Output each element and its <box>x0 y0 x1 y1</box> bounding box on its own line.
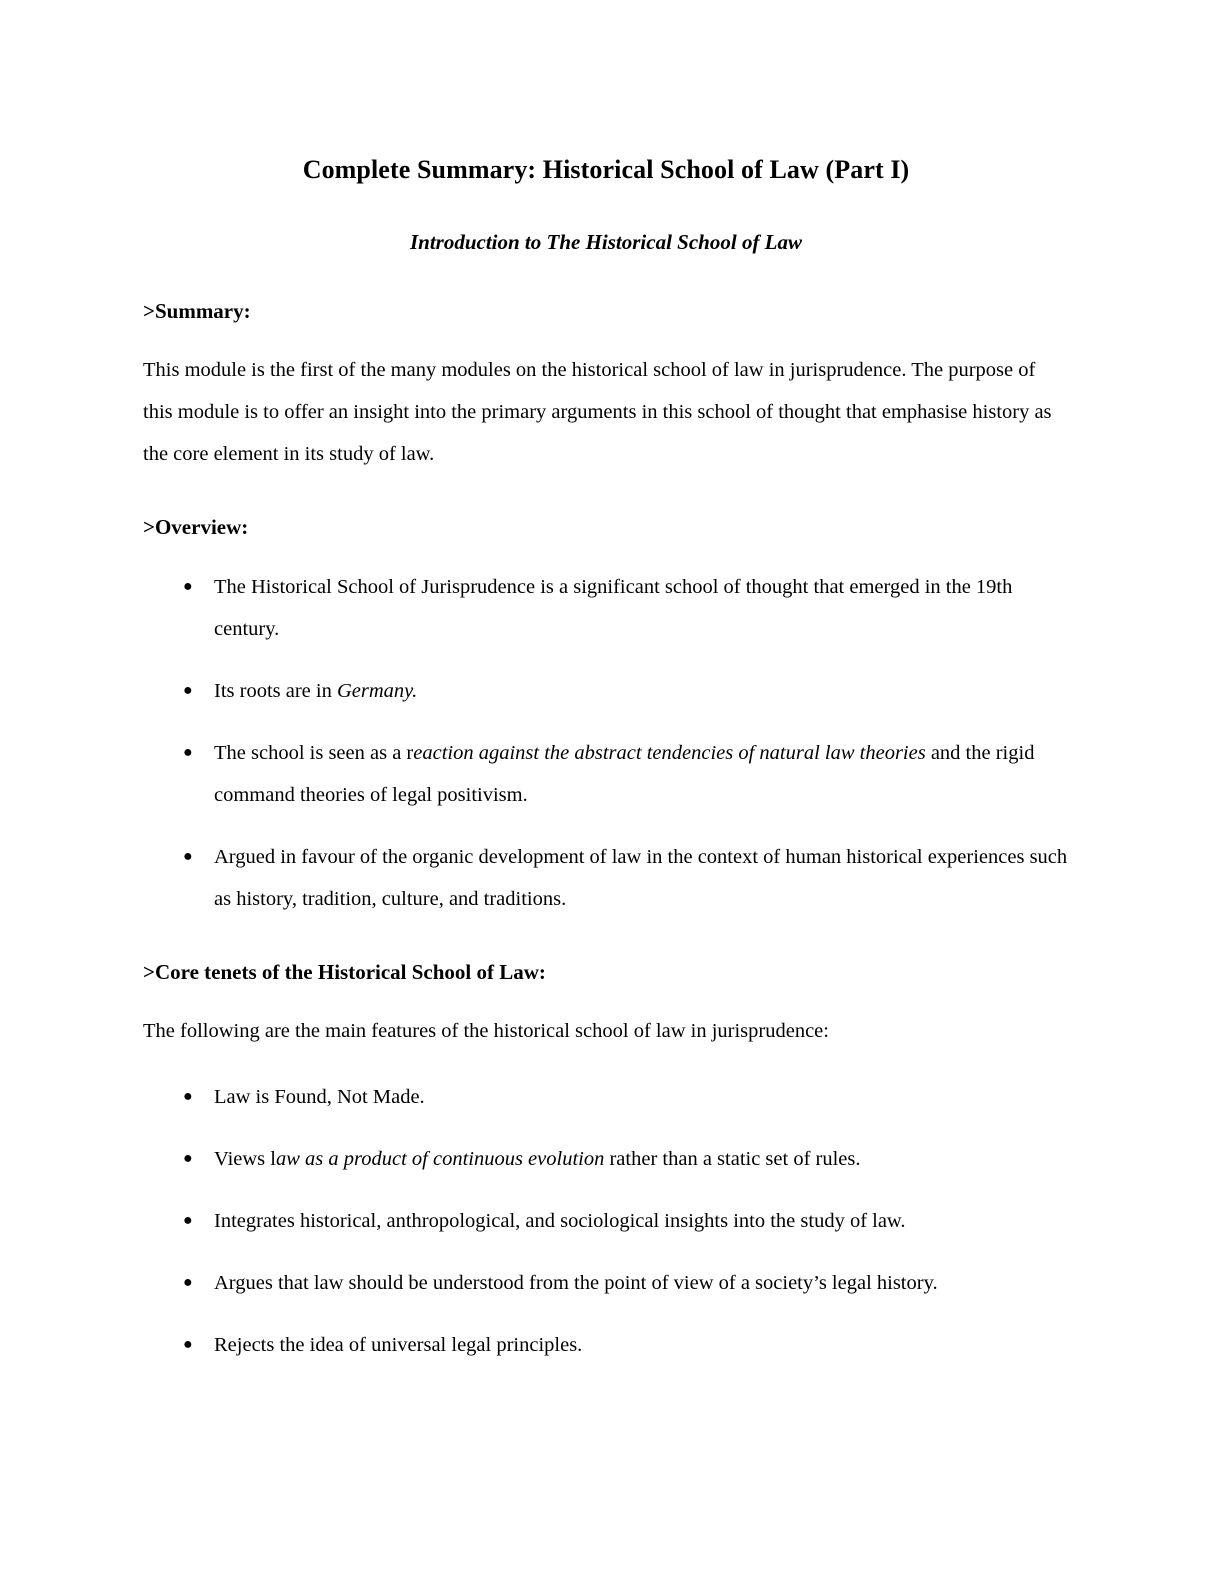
bullet-icon: ● <box>183 1150 193 1167</box>
emphasised-text: Germany. <box>336 679 418 702</box>
bullet-icon: ● <box>183 1274 193 1291</box>
summary-paragraph: This module is the first of the many modules on the historical school of law in jurisprudence. The purpose of this module is to offer an insight into the primary arguments in this school of thought that emphasise history as the core element in its study of law. <box>143 359 1052 465</box>
bullet-icon: ● <box>183 1088 193 1105</box>
plain-text: The Historical School of Jurisprudence is a significant school of thought that emerged in the 19th century. <box>214 575 1013 640</box>
plain-text: Its roots are in <box>214 679 337 702</box>
plain-text: Rejects the idea of universal legal principles. <box>214 1334 583 1356</box>
bullet-icon: ● <box>183 847 193 865</box>
list-item <box>143 836 1069 920</box>
page-title: Complete Summary: Historical School of Law (Part I) <box>302 155 910 184</box>
section-heading-overview: >Overview: <box>143 515 249 539</box>
bullet-icon: ● <box>183 1336 193 1353</box>
list-item-label <box>214 1086 425 1108</box>
list-item-label <box>214 846 1067 910</box>
section-heading-summary: >Summary: <box>143 298 251 323</box>
plain-text: and the rigid command theories of legal positivism. <box>214 741 1035 806</box>
list-item <box>143 566 1069 650</box>
emphasised-text: aw as a product of continuous evolution <box>275 1148 605 1170</box>
bullet-icon: ● <box>183 743 193 761</box>
list-item-label <box>214 1210 906 1232</box>
page-subtitle: Introduction to The Historical School of Law <box>409 230 803 254</box>
list-item <box>143 1138 1069 1180</box>
document-content <box>143 150 1069 1366</box>
list-item <box>143 1324 1069 1366</box>
list-item <box>143 1200 1069 1242</box>
core-tenets-bullet-list <box>143 1076 1069 1366</box>
plain-text: Integrates historical, anthropological, and sociological insights into the study of law. <box>214 1210 906 1232</box>
bullet-icon: ● <box>183 681 193 699</box>
section-heading-core-tenets: >Core tenets of the Historical School of Law: <box>143 959 546 984</box>
list-item-label <box>214 742 1034 806</box>
plain-text: Argued in favour of the organic development of law in the context of human historical experiences such as history, tradition, culture, and traditions. <box>214 845 1068 910</box>
list-item-label <box>214 680 417 702</box>
plain-text: rather than a static set of rules. <box>604 1148 861 1170</box>
bullet-icon: ● <box>183 577 193 595</box>
plain-text: Law is Found, Not Made. <box>214 1086 425 1108</box>
list-item <box>143 1076 1069 1118</box>
list-item-label <box>214 1334 582 1356</box>
plain-text: Views l <box>214 1148 276 1170</box>
core-tenets-intro-paragraph: The following are the main features of the historical school of law in jurisprudence: <box>143 1020 829 1042</box>
bullet-icon: ● <box>183 1212 193 1229</box>
plain-text: The school is seen as a r <box>214 741 414 764</box>
list-item <box>143 670 1069 712</box>
emphasised-text: eaction against the abstract tendencies of natural law theories <box>413 741 926 764</box>
list-item-label <box>214 1272 938 1294</box>
list-item-label <box>214 576 1012 640</box>
list-item <box>143 1262 1069 1304</box>
list-item-label <box>214 1148 861 1170</box>
plain-text: Argues that law should be understood from the point of view of a society’s legal history. <box>214 1272 938 1294</box>
list-item <box>143 732 1069 816</box>
overview-bullet-list <box>143 566 1069 920</box>
